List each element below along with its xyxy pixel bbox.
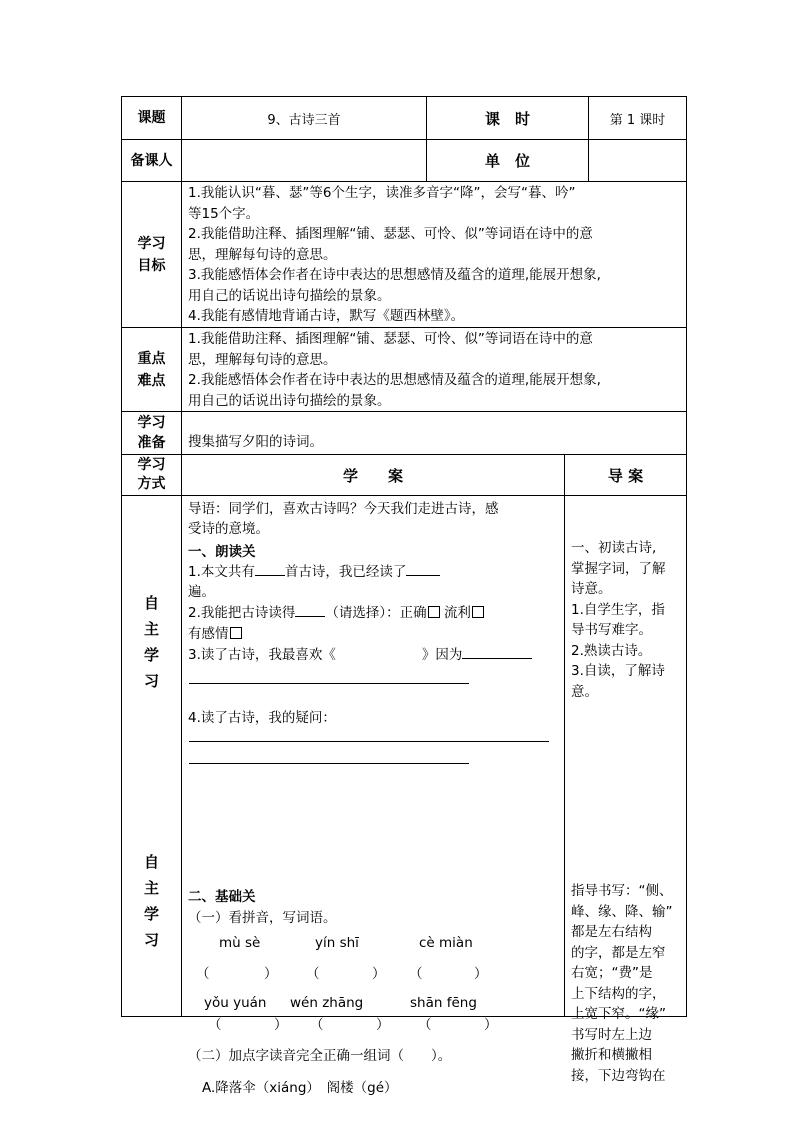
self-study-1-label: 自主学习 [144,593,160,690]
unit-label-cell [426,140,588,181]
bracket: （ [306,966,320,982]
key-points-label-cell [122,328,181,411]
row-goals [122,181,686,327]
bracket: ） [372,966,386,982]
prep-text-cell [181,412,686,454]
guide-line: 诗意。 [571,581,612,597]
checkbox-fluent[interactable] [472,606,484,618]
self-study-2-label-cell [122,787,181,1016]
guide-line: 1.自学生字，指 [571,601,665,618]
guide-line: 撇折和横撇相 [571,1047,652,1063]
study-plan-header-cell [181,455,564,495]
key-points-label: 重点难点 [137,350,166,389]
key-points-text-cell [181,328,686,411]
goal-line: 3.我能感悟体会作者在诗中表达的思想感情及蕴含的道理,能展开想象, [188,267,601,283]
period-value: 第 1 课时 [609,112,666,128]
guide-plan-header-cell [564,455,686,495]
key-point-line: 思，理解每句诗的意思。 [188,351,337,368]
period-value-cell [588,97,686,139]
self-study-1-content [181,496,564,787]
bracket: （ [310,1017,324,1033]
q1-text-a: 1.本文共有 [188,564,255,580]
q2-text-a: 2.我能把古诗读得 [188,605,296,621]
q3-text-b: 》因为 [421,647,463,663]
goals-text-cell [181,182,686,327]
bracket: ） [474,966,488,982]
q4-answer-line-2[interactable] [189,763,469,764]
prep-text: 搜集描写夕阳的诗词。 [188,434,323,450]
period-label-cell [426,97,588,139]
title-value-cell [181,97,426,139]
key-point-line: 用自己的话说出诗句描绘的景象。 [188,392,391,409]
row-prep [122,411,686,454]
method-label-cell [122,455,181,495]
row-title [122,97,686,139]
sub-pronunciation: （二）加点字读音完全正确一组词（ ）。 [188,1048,452,1064]
bracket: （ [418,1017,432,1033]
q3-text-a: 3.读了古诗，我最喜欢《 [188,647,336,663]
guide-line: 峰、缘、降、输” [571,903,673,920]
prep-label: 学习准备 [137,415,166,451]
pinyin-6: shān fēng [410,995,477,1011]
pinyin-2: yín shī [315,935,359,951]
goal-line: 2.我能借助注释、插图理解“铺、瑟瑟、可怜、似”等词语在诗中的意 [188,226,593,242]
preparer-value-cell [181,140,426,181]
q3-blank[interactable] [462,644,532,659]
checkbox-emotion[interactable] [230,627,242,639]
unit-value-cell [588,140,686,181]
title-label: 课题 [137,110,166,126]
q2-line-2 [188,622,242,642]
guide-line: 书写时左上边 [571,1026,652,1043]
method-label: 学习方式 [137,457,166,492]
q1-blank-1[interactable] [255,561,285,576]
self-study-1-guide [564,496,686,787]
pinyin-3: cè miàn [419,935,473,951]
intro-line-2: 受诗的意境。 [188,521,269,537]
guide-line: 接，下边弯钩在 [571,1067,666,1084]
pinyin-5: wén zhāng [290,995,364,1011]
bracket: ） [264,966,278,982]
question-3 [188,643,532,663]
q2-text-b: （请选择）：正确 [325,605,427,621]
q1-text-c: 遍。 [188,584,215,600]
title-label-cell [122,97,181,139]
key-point-line: 2.我能感悟体会作者在诗中表达的思想感情及蕴含的道理,能展开想象, [188,372,601,388]
section-basics: 二、基础关 [188,889,256,905]
study-plan-header: 学 案 [342,466,403,485]
goals-label: 学习目标 [137,235,166,274]
guide-line: 都是左右结构 [571,924,652,940]
section-reading: 一、朗读关 [188,544,256,560]
goal-line: 4.我能有感情地背诵古诗，默写《题西林壁》。 [188,308,465,324]
guide-line: 的字，都是左窄 [571,944,666,961]
guide-line: 右宽；“费”是 [571,965,653,981]
guide-line: 掌握字词，了解 [571,560,666,577]
q1-blank-2[interactable] [406,561,440,576]
guide-line: 一、初读古诗, [571,540,657,556]
guide-line: 指导书写：“侧、 [571,883,673,899]
row-preparer [122,139,686,181]
guide-line: 意。 [571,683,598,700]
lesson-title: 9、古诗三首 [267,112,341,128]
bracket: ） [274,1017,288,1033]
bracket: ） [484,1017,498,1033]
q2-blank[interactable] [295,602,325,617]
bracket: （ [208,1017,222,1033]
self-study-2-content [181,787,564,1096]
guide-line: 导书写难字。 [571,622,652,638]
self-study-2-guide [564,787,686,1084]
row-key-points [122,327,686,411]
key-point-line: 1.我能借助注释、插图理解“铺、瑟瑟、可怜、似”等词语在诗中的意 [188,331,593,347]
goal-line: 用自己的话说出诗句描绘的景象。 [188,287,391,304]
guide-line: 3.自读，了解诗 [571,663,665,679]
checkbox-correct[interactable] [428,606,440,618]
goal-line: 思，理解每句诗的意思。 [188,246,337,263]
self-study-2-label: 自主学习 [144,853,160,949]
row-self-study-2 [122,787,686,1096]
prep-label-cell [122,412,181,454]
lesson-plan-table [121,96,687,1096]
bracket: （ [196,966,210,982]
q4-answer-line-1[interactable] [189,741,549,742]
row-method [122,454,686,495]
bracket: （ [409,966,423,982]
pinyin-1: mù sè [219,935,261,951]
guide-line: 2.熟读古诗。 [571,642,652,659]
intro-line-1: 导语：同学们，喜欢古诗吗？今天我们走进古诗，感 [188,501,499,517]
sub-pinyin: （一）看拼音，写词语。 [188,910,337,926]
q2-text-d: 有感情 [188,626,229,642]
q1-text-b: 首古诗，我已经读了 [284,564,407,580]
goal-line: 1.我能认识“暮、瑟”等6个生字，读准多音字“降”，会写“暮、吟” [188,185,576,201]
question-4: 4.读了古诗，我的疑问： [188,710,336,726]
q2-text-c: 流利 [443,605,471,621]
bracket: ） [376,1017,390,1033]
pinyin-4: yǒu yuán [204,995,267,1011]
row-self-study-1 [122,495,686,787]
q3-answer-line[interactable] [189,683,469,684]
preparer-label: 备课人 [130,152,173,169]
goal-line: 等15个字。 [188,205,260,222]
option-a: A.降落伞（xiáng） 阁楼（gé） [202,1080,398,1096]
preparer-label-cell [122,140,181,181]
self-study-1-label-cell [122,496,181,787]
guide-line: 上宽下窄。“缘” [571,1006,666,1022]
guide-line: 上下结构的字， [571,985,666,1002]
unit-label: 单 位 [484,152,530,170]
question-2 [188,601,484,621]
guide-plan-header: 导 案 [607,466,644,485]
goals-label-cell [122,182,181,327]
period-label: 课 时 [484,109,530,128]
question-1 [188,560,440,580]
